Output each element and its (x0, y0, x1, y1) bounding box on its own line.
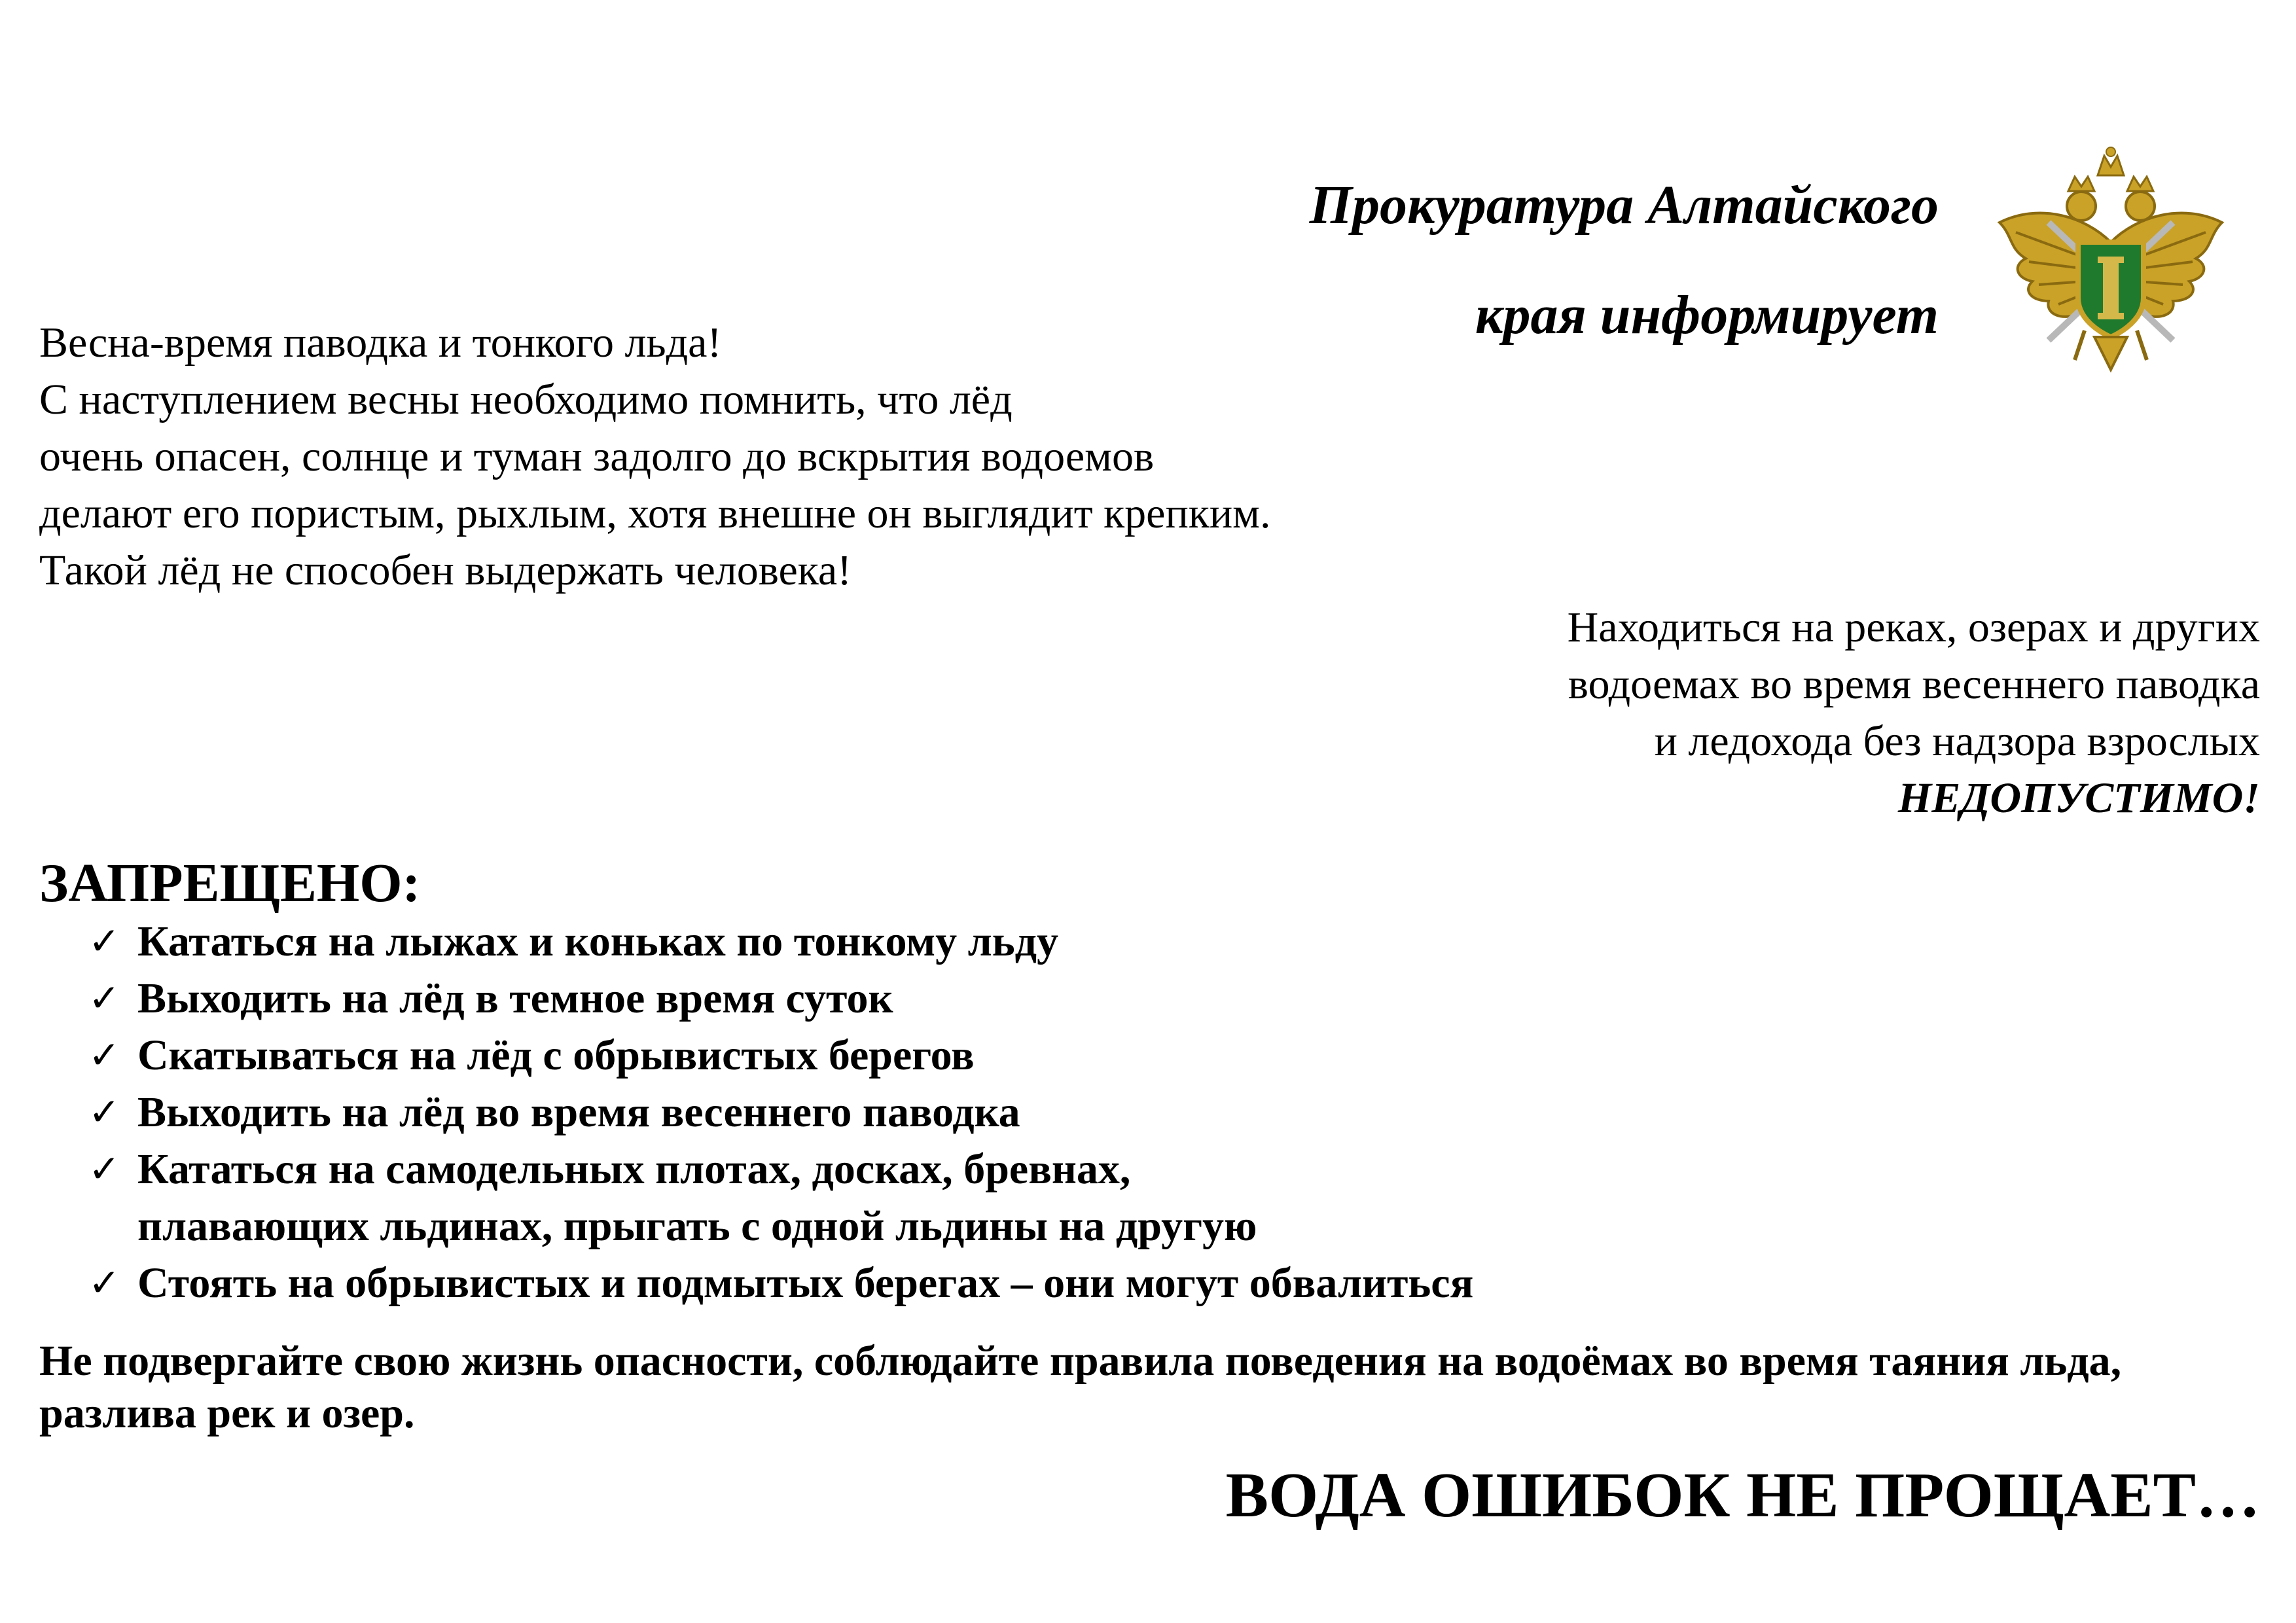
list-item-text: Стоять на обрывистых и подмытых берегах – они могут обвалиться (137, 1259, 1474, 1307)
check-icon: ✓ (88, 1147, 120, 1191)
warning-emphasis: НЕДОПУСТИМО! (1897, 774, 2260, 822)
intro-line: очень опасен, солнце и туман задолго до вскрытия водоемов (39, 433, 1155, 480)
list-item-text: Выходить на лёд в темное время суток (137, 974, 893, 1022)
forbidden-list (88, 913, 1473, 1311)
list-item-text: Кататься на самодельных плотах, досках, бревнах, (137, 1145, 1131, 1193)
warning-line: Находиться на реках, озерах и других (1567, 603, 2260, 651)
list-item-text-continued: плавающих льдинах, прыгать с одной льдины на другую (137, 1202, 1257, 1250)
check-icon: ✓ (88, 1033, 120, 1077)
intro-line: Весна-время паводка и тонкого льда! (39, 319, 722, 366)
check-icon: ✓ (88, 1090, 120, 1134)
slogan: ВОДА ОШИБОК НЕ ПРОЩАЕТ… (1225, 1460, 2260, 1531)
list-item (88, 913, 1473, 970)
list-item-text: Выходить на лёд во время весеннего паводка (137, 1088, 1020, 1136)
forbidden-heading: ЗАПРЕЩЕНО: (39, 853, 421, 914)
list-item (88, 1141, 1473, 1255)
advice-paragraph: Не подвергайте свою жизнь опасности, соблюдайте правила поведения на водоёмах во время таяния льда, разлива рек и озер. (39, 1337, 2122, 1437)
list-item-text: Скатываться на лёд с обрывистых берегов (137, 1031, 975, 1079)
check-icon: ✓ (88, 919, 120, 963)
prosecutor-emblem-icon (1986, 144, 2235, 393)
intro-line: Такой лёд не способен выдержать человека! (39, 546, 852, 594)
intro-paragraph (39, 314, 1270, 599)
list-item (88, 970, 1473, 1027)
check-icon: ✓ (88, 1260, 120, 1305)
list-item (88, 1027, 1473, 1084)
warning-line: и ледохода без надзора взрослых (1654, 717, 2260, 765)
list-item-text: Кататься на лыжах и коньках по тонкому льду (137, 918, 1058, 965)
intro-line: делают его пористым, рыхлым, хотя внешне он выглядит крепким. (39, 490, 1271, 537)
list-item (88, 1084, 1473, 1141)
list-item (88, 1255, 1473, 1311)
header-title-line2: края информирует (1475, 285, 1939, 346)
warning-line: водоемах во время весеннего паводка (1568, 660, 2260, 708)
warning-paragraph (1568, 599, 2260, 827)
header-title (1310, 151, 1939, 370)
header-title-line1: Прокуратура Алтайского (1309, 175, 1939, 236)
intro-line: С наступлением весны необходимо помнить, что лёд (39, 376, 1013, 423)
check-icon: ✓ (88, 976, 120, 1020)
